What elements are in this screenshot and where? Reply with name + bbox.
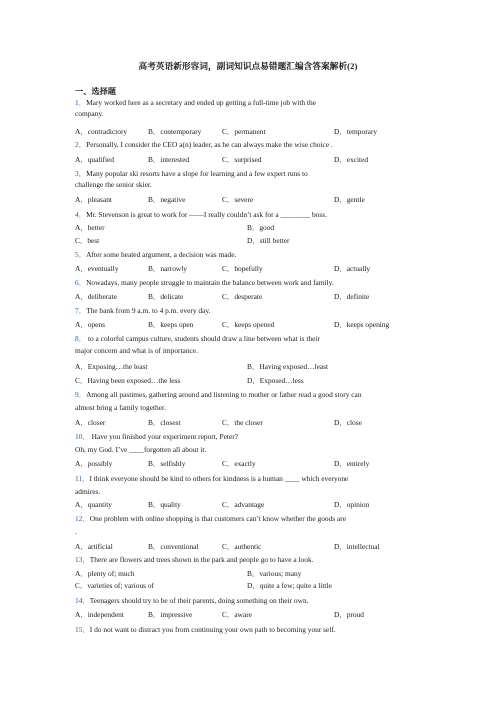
question-stem-text: Oh, my God. I’ve ____forgotten all about it. [75,445,207,454]
question-6-option-C: C．desperate [222,292,263,301]
question-4-stem-line [75,210,327,219]
question-number: 12． [75,514,90,523]
question-9-option-C: C．the closer [222,418,263,427]
question-11-option-A: A．quantity [75,500,112,509]
question-11-option-C: C．advantage [222,500,265,509]
question-13-option-B: B．various; many [247,569,302,578]
question-5-stem-line [75,250,236,259]
question-10-option-D: D．entirely [334,459,370,468]
question-number: 15． [75,625,90,634]
question-6-option-D: D．definite [334,292,370,301]
question-4-option-C: C．best [75,236,100,245]
question-13-option-D: D．quite a few; quite a little [247,581,332,590]
section-heading: 一、选择题 [75,87,116,96]
question-number: 6． [75,278,87,287]
question-3-option-A: A．pleasant [75,195,112,204]
question-stem-text: Personally, I consider the CEO a(n) leader, as he can always make the wise choice . [86,140,333,149]
question-1-option-B: B．contemporary [148,127,202,136]
question-stem-text: Have you finished your experiment report, Peter? [89,432,238,441]
question-7-option-C: C．keeps opened [222,320,275,329]
question-12-option-C: C．authentic [222,542,262,551]
question-stem-text: challenge the senior skier. [75,180,152,189]
question-11-stem-line [75,474,348,483]
question-6-stem-line [75,278,334,287]
question-8-option-B: B．Having exposed…least [247,362,329,371]
question-13-stem-line [75,555,314,564]
question-stem-text: Teenagers should try to be of their parents, doing something on their own. [89,596,309,605]
question-stem-text: After some heated argument, a decision was made. [86,250,237,259]
question-14-option-C: C．aware [222,610,252,619]
question-stem-text: Mr. Stevenson is great to work for ——I really couldn’t ask for a ________ boss. [86,210,327,219]
question-3-option-D: D．gentle [334,195,365,204]
question-10-option-C: C．exactly [222,459,256,468]
question-number: 2． [75,140,87,149]
question-number: 7． [75,306,87,315]
question-9-option-B: B．closest [148,418,181,427]
question-number: 13． [75,555,90,564]
question-6-option-B: B．delicate [148,292,184,301]
question-12-option-A: A．artificial [75,542,113,551]
question-2-option-A: A．qualified [75,155,114,164]
question-5-option-B: B．narrowly [148,264,187,273]
question-number: 1． [75,98,87,107]
question-1-option-D: D．temporary [334,127,378,136]
question-stem-text: major concern and what is of importance. [75,346,198,355]
question-stem-text: . [75,527,77,536]
question-5-option-A: A．eventually [75,264,119,273]
question-8-stem-line [75,346,198,355]
question-8-option-D: D．Exposed…less [247,376,304,385]
question-number: 14． [75,596,90,605]
question-stem-text: One problem with online shopping is that customers can’t know whether the goods are [89,514,347,523]
question-number: 4． [75,210,87,219]
question-number: 8． [75,334,87,343]
question-13-option-C: C．varieties of; various of [75,581,155,590]
question-stem-text: I do not want to distract you from continuing your own path to becoming your self. [89,625,336,634]
question-12-stem-line [75,514,346,523]
question-8-option-C: C．Having been exposed…the less [75,376,181,385]
question-number: 11． [75,474,90,483]
question-stem-text: Among all pastimes, gathering around and listening to mother or father read a good story can [86,390,362,399]
question-13-option-A: A．plenty of; much [75,569,135,578]
question-1-option-C: C．permanent [222,127,266,136]
question-stem-text: There are flowers and trees shown in the park and people go to have a look. [89,555,314,564]
question-14-option-A: A．independent [75,610,124,619]
question-number: 9． [75,390,87,399]
question-stem-text: Mary worked here as a secretary and ended up getting a full-time job with the [86,98,316,107]
question-12-option-B: B．conventional [148,542,199,551]
question-stem-text: Many popular ski resorts have a slope for learning and a few expert runs to [86,169,308,178]
question-4-option-B: B．good [247,223,275,232]
question-11-option-D: D．opinion [334,500,370,509]
question-5-option-D: D．actually [334,264,371,273]
question-stem-text: admires. [75,487,101,496]
question-2-option-B: B．interested [148,155,190,164]
question-6-option-A: A．deliberate [75,292,117,301]
question-5-option-C: C．hopefully [222,264,263,273]
question-10-stem-line [75,445,206,454]
question-stem-text: to a colorful campus culture, students should draw a line between what is their [86,334,320,343]
question-12-option-D: D．intellectual [334,542,380,551]
question-stem-text: Nowadays, many people struggle to maintain the balance between work and family. [86,278,334,287]
question-12-stem-line [75,527,77,536]
question-1-stem-line [75,98,316,107]
question-stem-text: almost bring a family together. [75,403,166,412]
question-2-option-D: D．excited [334,155,369,164]
question-7-option-A: A．opens [75,320,105,329]
question-2-stem-line [75,140,333,149]
question-stem-text: I think everyone should be kind to others for kindness is a human ____ which everyone [89,474,349,483]
question-14-stem-line [75,596,309,605]
question-number: 3． [75,169,87,178]
question-15-stem-line [75,625,336,634]
document-title: 高考英语新形容词，副词知识点易错题汇编含答案解析(2) [138,61,358,71]
question-stem-text: company. [75,109,104,118]
question-9-option-A: A．closer [75,418,106,427]
question-10-option-A: A．possibly [75,459,113,468]
question-9-option-D: D．close [334,418,362,427]
question-8-stem-line [75,334,320,343]
question-stem-text: The bank from 9 a.m. to 4 p.m. every day. [86,306,211,315]
question-9-stem-line [75,403,166,412]
question-10-option-B: B．selfishly [148,459,186,468]
question-7-option-B: B．keeps open [148,320,194,329]
question-3-stem-line [75,180,152,189]
question-4-option-D: D．still better [247,236,290,245]
question-3-stem-line [75,169,308,178]
question-4-option-A: A．better [75,223,105,232]
question-9-stem-line [75,390,362,399]
question-14-option-B: B．impressive [148,610,193,619]
question-11-stem-line [75,487,100,496]
question-7-stem-line [75,306,210,315]
question-8-option-A: A．Exposing…the least [75,362,148,371]
question-1-stem-line [75,109,103,118]
question-3-option-C: C．severe [222,195,254,204]
question-1-option-A: A．contradictory [75,127,128,136]
question-7-option-D: D．keeps opening [334,320,390,329]
question-number: 5． [75,250,87,259]
question-3-option-B: B．negative [148,195,186,204]
question-14-option-D: D．proud [334,610,364,619]
question-2-option-C: C．surprised [222,155,262,164]
question-11-option-B: B．quality [148,500,181,509]
question-number: 10． [75,432,90,441]
question-10-stem-line [75,432,238,441]
